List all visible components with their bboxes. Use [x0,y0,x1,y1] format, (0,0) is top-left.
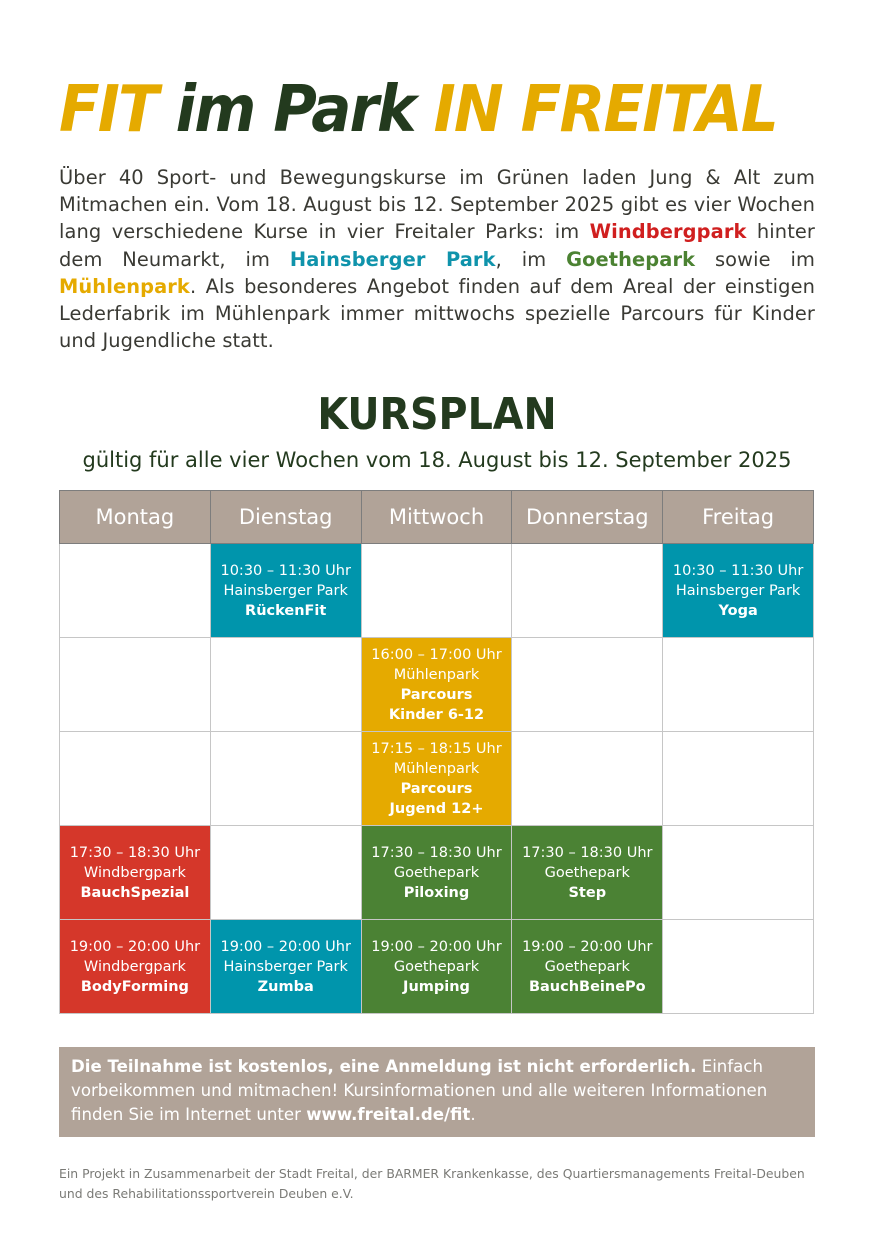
intro-text: hinter dem Neumarkt, im [59,220,815,271]
empty-cell [210,638,361,732]
course-cell [361,826,512,920]
empty-cell [663,638,814,732]
kursplan-subtitle: gültig für alle vier Wochen vom 18. August bis 12. September 2025 [82,448,792,472]
course-name: BauchBeinePo [528,978,646,995]
course-cell [361,732,512,826]
course-park: Mühlenpark [393,760,480,777]
course-name: Zumba [257,978,314,995]
park-muehlenpark: Mühlenpark [59,274,190,298]
intro-text: sowie im [695,247,815,271]
table-row [60,826,814,920]
schedule-table [59,490,814,1014]
empty-cell [512,544,663,638]
headline [59,70,777,150]
course-name: Parcours [400,686,473,703]
course-cell [512,826,663,920]
empty-cell [663,920,814,1014]
course-time: 17:15 – 18:15 Uhr [371,740,502,757]
course-group: Kinder 6-12 [388,706,485,723]
table-row [60,920,814,1014]
intro-paragraph [59,164,815,354]
course-name: Yoga [718,602,758,619]
course-cell [361,920,512,1014]
course-park: Hainsberger Park [223,958,348,975]
course-group: Jugend 12+ [389,800,484,817]
empty-cell [663,826,814,920]
course-park: Goethepark [544,864,630,881]
course-cell [210,544,361,638]
empty-cell [210,732,361,826]
empty-cell [210,826,361,920]
headline-in-freital: IN FREITAL [433,73,777,147]
course-name: Piloxing [403,884,470,901]
notice-link[interactable]: www.freital.de/fit [306,1105,471,1124]
course-time: 19:00 – 20:00 Uhr [69,938,201,955]
course-park: Goethepark [393,958,480,975]
day-header-montag: Montag [60,491,211,544]
course-name: Parcours [400,780,473,797]
schedule-header-row [60,491,814,544]
course-cell [210,920,361,1014]
course-cell [361,638,512,732]
course-name: BodyForming [80,978,189,995]
course-name: Step [568,884,607,901]
table-row [60,732,814,826]
participation-notice [59,1047,815,1137]
day-header-donnerstag: Donnerstag [512,491,663,544]
course-cell [60,826,211,920]
course-park: Windbergpark [83,958,186,975]
course-name: RückenFit [245,602,327,619]
course-time: 17:30 – 18:30 Uhr [69,844,201,861]
project-credits: Ein Projekt in Zusammenarbeit der Stadt Freital, der BARMER Krankenkasse, des Quartiersmanagements Freital-Deuben und des Rehabilitationssportverein Deuben e.V. [59,1166,805,1201]
course-time: 19:00 – 20:00 Uhr [522,938,653,955]
empty-cell [60,544,211,638]
course-cell [60,920,211,1014]
empty-cell [60,638,211,732]
course-time: 19:00 – 20:00 Uhr [220,938,351,955]
table-row [60,638,814,732]
empty-cell [663,732,814,826]
empty-cell [512,638,663,732]
course-name: Jumping [403,978,470,995]
kursplan-title: KURSPLAN [317,389,557,440]
notice-end: . [470,1105,476,1124]
intro-text: . Als besonderes Angebot finden auf dem Areal der einstigen Lederfabrik im Mühlenpark immer mittwochs spezielle Parcours für Kinder und Jugendliche statt. [59,274,815,353]
park-hainsberger: Hainsberger Park [289,247,496,271]
course-name: BauchSpezial [80,884,190,901]
park-windbergpark: Windbergpark [589,220,747,244]
day-header-mittwoch: Mittwoch [361,491,512,544]
intro-text: , im [495,247,567,271]
park-goethepark: Goethepark [566,247,696,271]
intro-text: Über 40 Sport- und Bewegungskurse im Grünen laden Jung & Alt zum Mitmachen ein. Vom 18. August bis 12. September 2025 gibt es vier Wochen lang verschiedene Kurse in vier Freitaler Parks: im [59,166,815,244]
day-header-freitag: Freitag [663,491,814,544]
headline-im-park: im Park [175,73,415,147]
course-time: 17:30 – 18:30 Uhr [522,844,653,861]
course-cell [512,920,663,1014]
course-time: 10:30 – 11:30 Uhr [672,562,804,579]
course-park: Hainsberger Park [675,582,801,599]
notice-text: Einfach vorbeikommen und mitmachen! Kursinformationen und alle weiteren Informationen finden Sie im Internet unter [71,1057,768,1124]
notice-bold: Die Teilnahme ist kostenlos, eine Anmeldung ist nicht erforderlich. [71,1057,697,1076]
empty-cell [361,544,512,638]
course-time: 19:00 – 20:00 Uhr [371,938,502,955]
course-park: Hainsberger Park [223,582,348,599]
course-time: 16:00 – 17:00 Uhr [371,646,502,663]
empty-cell [60,732,211,826]
day-header-dienstag: Dienstag [210,491,361,544]
course-time: 17:30 – 18:30 Uhr [371,844,502,861]
empty-cell [512,732,663,826]
course-cell [663,544,814,638]
course-park: Goethepark [544,958,630,975]
headline-fit: FIT [59,73,157,147]
course-park: Windbergpark [83,864,186,881]
course-park: Goethepark [393,864,480,881]
table-row [60,544,814,638]
course-park: Mühlenpark [393,666,480,683]
course-time: 10:30 – 11:30 Uhr [220,562,351,579]
